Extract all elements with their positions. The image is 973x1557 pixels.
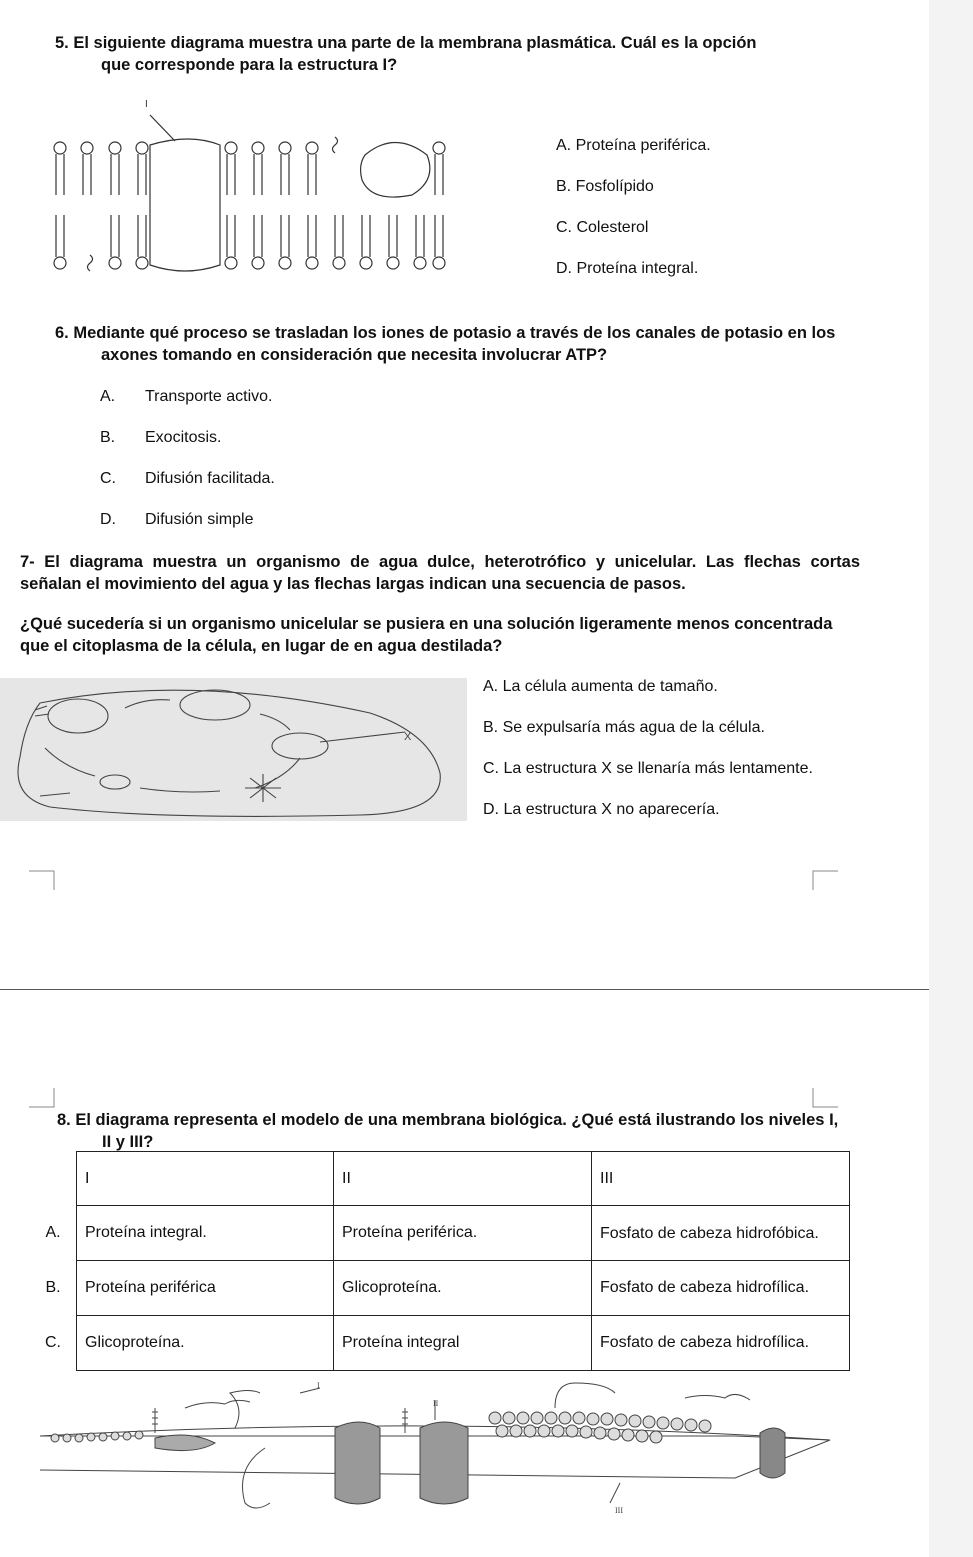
- row-letter: B.: [45, 1279, 61, 1296]
- q5-option-a[interactable]: A. Proteína periférica.: [556, 137, 711, 154]
- table-cell: Proteína integral.: [77, 1206, 334, 1261]
- q5-option-d[interactable]: D. Proteína integral.: [556, 260, 699, 277]
- q8-diagram-label-iii: III: [615, 1506, 623, 1515]
- q7-options: [483, 677, 813, 841]
- q7-intro: 7- El diagrama muestra un organismo de agua dulce, heterotrófico y unicelular. Las flechas cortas señalan el movimiento del agua y las flechas largas indican una secuencia de pasos.: [20, 553, 860, 593]
- table-row[interactable]: [30, 1316, 850, 1371]
- q7-option-b[interactable]: B. Se expulsaría más agua de la célula.: [483, 719, 765, 736]
- right-margin-strip: [929, 0, 973, 1557]
- header-cell: I: [77, 1152, 334, 1206]
- row-letter: C.: [45, 1334, 61, 1351]
- upper-phospholipids: [54, 142, 445, 195]
- q7-option-d[interactable]: D. La estructura X no aparecería.: [483, 801, 720, 818]
- table-cell: Proteína integral: [334, 1316, 592, 1371]
- q5-options: [556, 136, 711, 300]
- table-row[interactable]: [30, 1261, 850, 1316]
- q7-diagram-label: X: [404, 731, 412, 743]
- table-cell: Fosfato de cabeza hidrofílica.: [592, 1261, 850, 1316]
- table-cell: Fosfato de cabeza hidrofílica.: [592, 1316, 850, 1371]
- q6-option-d[interactable]: D. Difusión simple: [100, 511, 254, 528]
- q6-option-a[interactable]: A. Transporte activo.: [100, 388, 273, 405]
- q8-membrane-model-diagram: [35, 1378, 840, 1518]
- table-cell: Proteína periférica.: [334, 1206, 592, 1261]
- page-separator: [0, 989, 929, 990]
- header-cell: III: [592, 1152, 850, 1206]
- q5-title: 5. El siguiente diagrama muestra una parte de la membrana plasmática. Cuál es la opción que corresponde para la estructura I?: [55, 34, 757, 74]
- q8-answer-table: [30, 1151, 850, 1371]
- table-row[interactable]: [30, 1206, 850, 1261]
- row-letter: A.: [45, 1224, 61, 1241]
- header-cell: II: [334, 1152, 592, 1206]
- q7-question: ¿Qué sucedería si un organismo unicelular se pusiera en una solución ligeramente menos concentrada que el citoplasma de la célula, en lugar de en agua destilada?: [20, 615, 833, 655]
- q6-option-b[interactable]: B. Exocitosis.: [100, 429, 222, 446]
- table-cell: Glicoproteína.: [77, 1316, 334, 1371]
- q8-diagram-label-ii: II: [433, 1399, 439, 1408]
- q8-title: 8. El diagrama representa el modelo de una membrana biológica. ¿Qué está ilustrando los niveles I, II y III?: [57, 1111, 839, 1151]
- q8-diagram-label-i: I: [317, 1381, 320, 1390]
- crop-mark-bottom-left: [29, 1088, 55, 1108]
- q7-cell-diagram: [0, 678, 467, 821]
- integral-protein: [150, 139, 220, 271]
- table-header-row: [30, 1152, 850, 1206]
- q6-options: [100, 387, 275, 551]
- q7-option-c[interactable]: C. La estructura X se llenaría más lentamente.: [483, 760, 813, 777]
- q5-option-c[interactable]: C. Colesterol: [556, 219, 649, 236]
- q7-option-a[interactable]: A. La célula aumenta de tamaño.: [483, 678, 718, 695]
- table-cell: Fosfato de cabeza hidrofóbica.: [592, 1206, 850, 1261]
- table-cell: Proteína periférica: [77, 1261, 334, 1316]
- q6-title: 6. Mediante qué proceso se trasladan los iones de potasio a través de los canales de potasio en los axones tomando en consideración que necesita involucrar ATP?: [55, 324, 836, 364]
- table-cell: Glicoproteína.: [334, 1261, 592, 1316]
- q5-membrane-diagram: [45, 95, 465, 285]
- crop-mark-top-left: [29, 870, 55, 890]
- q5-option-b[interactable]: B. Fosfolípido: [556, 178, 654, 195]
- crop-mark-bottom-right: [812, 1088, 838, 1108]
- crop-mark-top-right: [812, 870, 838, 890]
- q6-option-c[interactable]: C. Difusión facilitada.: [100, 470, 275, 487]
- q5-diagram-label: I: [145, 99, 148, 110]
- lower-phospholipids: [54, 215, 445, 269]
